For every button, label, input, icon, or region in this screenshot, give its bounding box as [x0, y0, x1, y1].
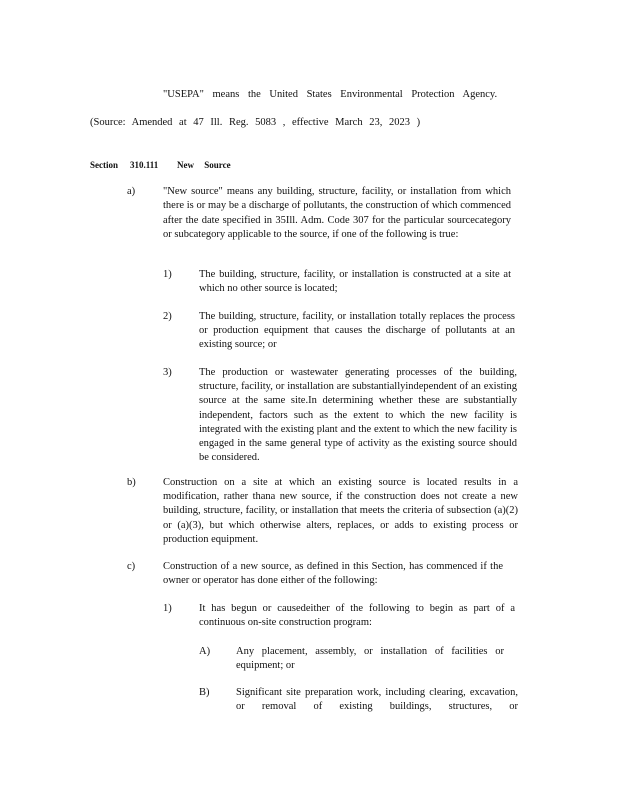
item-a1-text: The building, structure, facility, or installation is constructed at a site at which no other source is located; — [199, 269, 511, 295]
item-a-label: a) — [127, 186, 136, 197]
source-note: (Source: Amended at 47 Ill. Reg. 5083 , effective March 23, 2023 ) — [90, 117, 421, 128]
item-c-label: c) — [127, 561, 136, 572]
item-a2-label: 2) — [163, 311, 172, 322]
item-a1-label: 1) — [163, 269, 172, 280]
item-a3-label: 3) — [163, 367, 172, 378]
section-title: New Source — [177, 160, 231, 170]
item-c1-text: It has begun or causedeither of the following to begin as part of a continuous on-site construction program: — [199, 603, 515, 629]
item-a3-text: The production or wastewater generating processes of the building, structure, facility, or installation are substantiallyindependent of an existing source at the same site.In determining whether these are substantially independent, factors such as the extent to which the new facility is integrated with the existing plant and the extent to which the new facility is engaged in the same general type of activity as the existing source should be considered. — [199, 367, 517, 464]
item-c-text: Construction of a new source, as defined in this Section, has commenced if the owner or operator has done either of the following: — [163, 561, 503, 587]
item-b-text: Construction on a site at which an existing source is located results in a modification, rather thana new source, if the construction does not create a new building, structure, facility, or installation that meets the criteria of subsection (a)(2) or (a)(3), but which otherwise alters, replaces, or adds to existing process or production equipment. — [163, 477, 518, 545]
item-a2-text: The building, structure, facility, or installation totally replaces the process or production equipment that causes the discharge of pollutants at an existing source; or — [199, 311, 515, 351]
item-c1b-label: B) — [199, 687, 210, 698]
item-c1a-label: A) — [199, 646, 211, 657]
item-b-label: b) — [127, 477, 136, 488]
item-c1a-text: Any placement, assembly, or installation of facilities or equipment; or — [236, 646, 504, 672]
section-label: Section — [90, 160, 118, 170]
item-a-text: "New source" means any building, structure, facility, or installation from which there is or may be a discharge of pollutants, the construction of which commenced after the date specified in 35Ill. Adm. Code 307 for the particular sourcecategory or subcategory applicable to the source, if one of the following is true: — [163, 186, 511, 240]
item-c1-label: 1) — [163, 603, 172, 614]
item-c1b-text: Significant site preparation work, including clearing, excavation, or removal of existing buildings, structures, or — [236, 687, 518, 713]
section-number: 310.111 — [130, 160, 159, 170]
usepa-definition: "USEPA" means the United States Environmental Protection Agency. — [163, 89, 498, 100]
